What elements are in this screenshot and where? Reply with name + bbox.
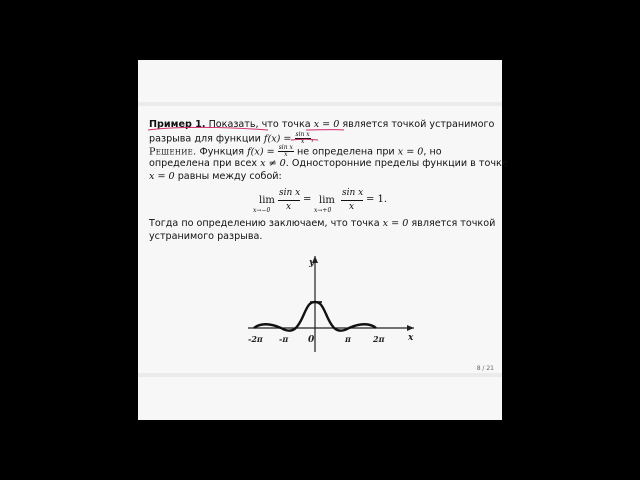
y-axis-label: y bbox=[309, 258, 315, 268]
lim-den: x bbox=[286, 202, 292, 212]
math: x = 0 bbox=[382, 218, 409, 229]
line-2: разрыва для функции f(x) = $\frac{\text{sin x}}{x}$ . bbox=[149, 131, 314, 145]
lim-den: x bbox=[349, 202, 355, 212]
math: x = 0 bbox=[397, 146, 424, 158]
lim-num: sin x bbox=[279, 188, 301, 198]
text: Показать, что точка bbox=[208, 119, 311, 130]
text: Функция bbox=[199, 146, 245, 158]
lim-sub: x→+0 bbox=[314, 207, 332, 214]
math: x = 0 bbox=[313, 119, 340, 130]
math: f(x) = bbox=[263, 133, 292, 145]
slide bbox=[138, 60, 508, 420]
math: x ≠ 0 bbox=[260, 158, 286, 169]
lim-sub: x→−0 bbox=[253, 207, 271, 214]
lim-word: lim bbox=[319, 195, 335, 206]
fraction-den: x bbox=[284, 151, 288, 158]
text: определена при всех bbox=[149, 158, 258, 169]
text: не определена при bbox=[296, 146, 395, 158]
text: равны между собой: bbox=[177, 171, 282, 182]
tick-label: 2π bbox=[373, 334, 385, 344]
example-label: Пример 1. bbox=[149, 119, 206, 130]
lim-word: lim bbox=[259, 195, 275, 206]
lim-eq: = bbox=[303, 194, 312, 205]
lim-num: sin x bbox=[342, 188, 364, 198]
tick-label: -2π bbox=[248, 334, 263, 344]
fraction-den: x bbox=[300, 138, 305, 145]
text: разрыва для функции bbox=[149, 133, 261, 145]
text: является точкой устранимого bbox=[342, 119, 495, 130]
tick-label: -π bbox=[279, 334, 289, 344]
fraction-num: sin x bbox=[278, 144, 293, 151]
math: f(x) = bbox=[247, 146, 275, 158]
text: , но bbox=[423, 146, 442, 158]
tick-label: π bbox=[345, 334, 351, 344]
sinc-graph bbox=[138, 60, 502, 420]
x-axis-label: x bbox=[408, 333, 414, 343]
text: . Односторонние пределы функции в точке bbox=[285, 158, 508, 169]
fraction-num: sin x bbox=[295, 131, 310, 138]
math: x = 0 bbox=[149, 171, 175, 182]
solution-label: Решение. bbox=[149, 146, 197, 158]
origin-label: 0 bbox=[308, 335, 315, 345]
text: Тогда по определению заключаем, что точка bbox=[149, 218, 380, 229]
lim-result: = 1. bbox=[366, 194, 388, 205]
text: устранимого разрыва. bbox=[149, 231, 263, 242]
page-number: 8 / 21 bbox=[476, 365, 494, 372]
text: является точкой bbox=[411, 218, 496, 229]
